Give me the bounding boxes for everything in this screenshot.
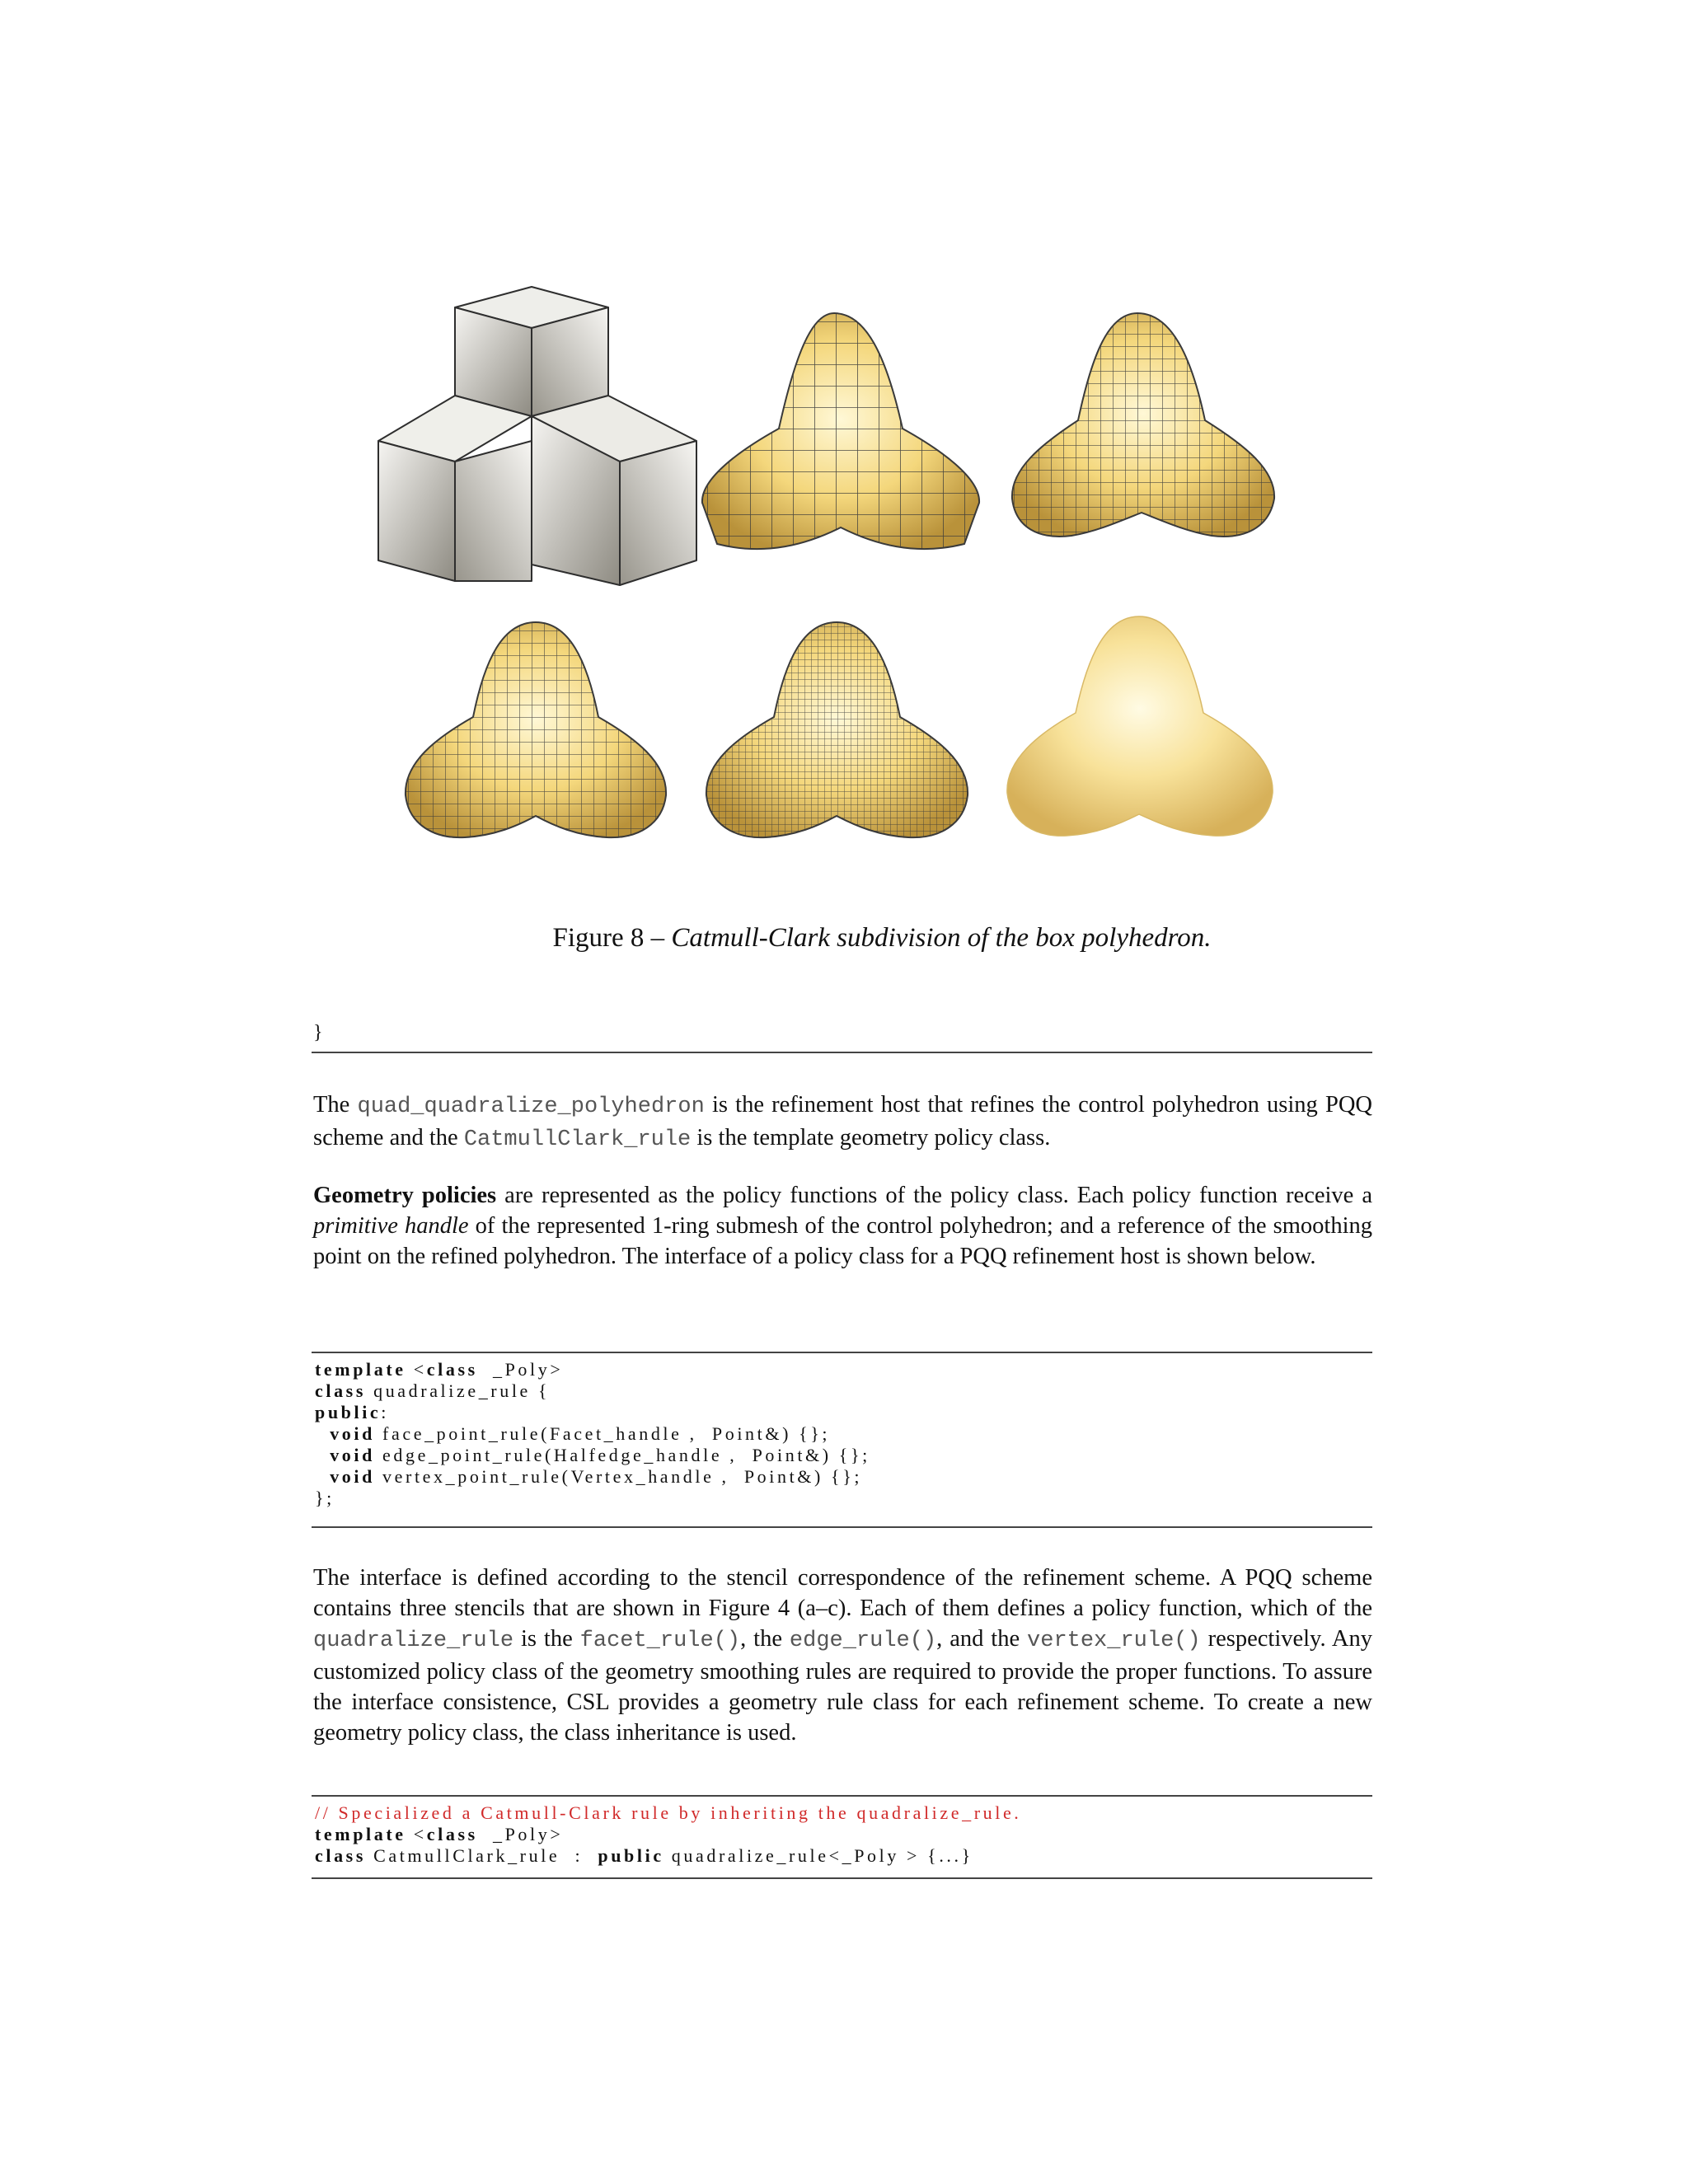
code-line: template <class _Poly>	[315, 1824, 564, 1844]
subdivision-level-4-icon	[696, 614, 977, 853]
term-primitive-handle: primitive handle	[313, 1213, 469, 1239]
figure-caption-label: Figure 8 –	[552, 923, 672, 953]
code-facet-rule: facet_rule()	[579, 1629, 741, 1653]
term-geometry-policies: Geometry policies	[313, 1183, 497, 1208]
code-line: public:	[315, 1402, 390, 1422]
code-rule-bottom-1	[312, 1526, 1372, 1528]
previous-code-end: }	[313, 1022, 323, 1043]
code-comment: // Specialized a Catmull-Clark rule by inheriting the quadralize_rule.	[315, 1802, 1022, 1823]
code-edge-rule: edge_rule()	[789, 1629, 937, 1653]
box-polyhedron-icon	[378, 287, 696, 585]
code-rule-bottom-2	[312, 1877, 1372, 1879]
code-quad-quadralize-polyhedron: quad_quadralize_polyhedron	[357, 1094, 705, 1119]
code-line: void edge_point_rule(Halfedge_handle , Point&) {};	[315, 1445, 870, 1465]
code-line: class CatmullClark_rule : public quadralize_rule<_Poly > {...}	[315, 1845, 973, 1866]
subdivision-level-2-icon	[1006, 305, 1286, 552]
limit-surface-icon	[1007, 616, 1273, 836]
code-quadralize-rule: quadralize_rule	[313, 1629, 514, 1653]
paragraph-refinement-host: The quad_quadralize_polyhedron is the refinement host that refines the control polyhedron using PQQ scheme and the CatmullClark_rule is the template geometry policy class.	[313, 1092, 1372, 1152]
code-listing-quadralize-rule	[315, 1359, 1370, 1509]
figure-caption	[313, 923, 1451, 954]
code-catmullclark-rule: CatmullClark_rule	[463, 1127, 692, 1152]
paragraph-interface-definition: The interface is defined according to the stencil correspondence of the refinement scheme. A PQQ scheme contains three stencils that are shown in Figure 4 (a–c). Each of them defines a policy function, which of the quadralize_rule is the facet_rule(), the edge_rule(), and the vertex_rule() respectively. Any customized policy class of the geometry smoothing rules are required to provide the proper functions. To assure the interface consistence, CSL provides a geometry rule class for each refinement scheme. To create a new geometry policy class, the class inheritance is used.	[313, 1565, 1373, 1746]
figure-8	[0, 0, 1688, 890]
paragraph-geometry-policies: Geometry policies are represented as the policy functions of the policy class. Each policy function receive a primitive handle of the represented 1-ring submesh of the control polyhedron; and a reference of the smoothing point on the refined polyhedron. The interface of a policy class for a PQQ refinement host is shown below.	[313, 1183, 1372, 1269]
code-vertex-rule: vertex_rule()	[1027, 1629, 1201, 1653]
code-rule-top-2	[312, 1795, 1372, 1797]
code-line: };	[315, 1488, 335, 1508]
code-rule-top-1	[312, 1352, 1372, 1353]
figure-caption-text: Catmull-Clark subdivision of the box polyhedron.	[671, 923, 1212, 953]
subdivision-level-1-icon	[692, 305, 989, 560]
code-line: class quadralize_rule {	[315, 1380, 551, 1401]
code-line: void face_point_rule(Facet_handle , Point&) {};	[315, 1423, 831, 1444]
code-line: template <class _Poly>	[315, 1359, 564, 1380]
code-listing-catmullclark-rule	[315, 1802, 1370, 1867]
code-rule-bottom-previous	[312, 1052, 1372, 1053]
subdivision-level-3-icon	[396, 614, 676, 853]
code-line: void vertex_point_rule(Vertex_handle , Point&) {};	[315, 1466, 863, 1487]
